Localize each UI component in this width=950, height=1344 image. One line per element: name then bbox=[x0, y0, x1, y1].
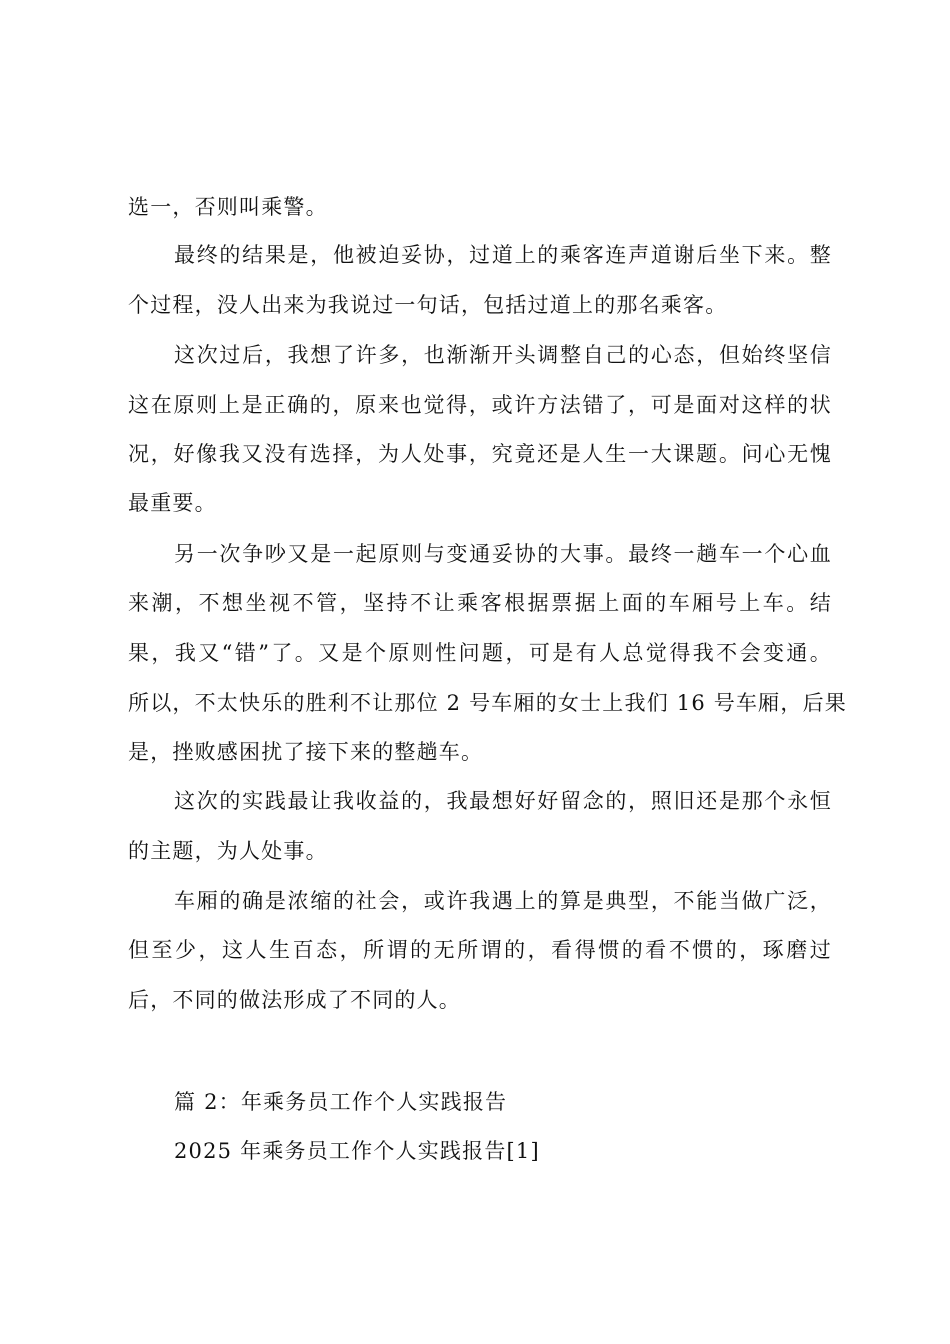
paragraph-line: 这在原则上是正确的，原来也觉得，或许方法错了，可是面对这样的状 bbox=[128, 393, 832, 417]
paragraph-line: 是，挫败感困扰了接下来的整趟车。 bbox=[128, 740, 484, 764]
paragraph-line: 的主题，为人处事。 bbox=[128, 839, 328, 863]
paragraph-line: 况，好像我又没有选择，为人处事，究竟还是人生一大课题。问心无愧 bbox=[128, 442, 832, 466]
paragraph-line: 来潮，不想坐视不管，坚持不让乘客根据票据上面的车厢号上车。结 bbox=[128, 591, 832, 615]
section-heading: 篇 2：年乘务员工作个人实践报告 bbox=[174, 1090, 508, 1114]
paragraph-line: 个过程，没人出来为我说过一句话，包括过道上的那名乘客。 bbox=[128, 293, 728, 317]
paragraph-line: 这次的实践最让我收益的，我最想好好留念的，照旧还是那个永恒 bbox=[174, 789, 832, 813]
paragraph-line: 车厢的确是浓缩的社会，或许我遇上的算是典型，不能当做广泛， bbox=[174, 889, 832, 913]
paragraph-line: 果，我又“错”了。又是个原则性问题，可是有人总觉得我不会变通。 bbox=[128, 641, 832, 665]
paragraph-line: 最终的结果是，他被迫妥协，过道上的乘客连声道谢后坐下来。整 bbox=[174, 243, 832, 267]
paragraph-line: 另一次争吵又是一起原则与变通妥协的大事。最终一趟车一个心血 bbox=[174, 542, 832, 566]
paragraph-line: 所以，不太快乐的胜利不让那位 2 号车厢的女士上我们 16 号车厢，后果 bbox=[128, 691, 847, 715]
section-subtitle: 2025 年乘务员工作个人实践报告[1] bbox=[174, 1139, 540, 1163]
paragraph-line: 选一，否则叫乘警。 bbox=[128, 195, 328, 219]
paragraph-line: 后，不同的做法形成了不同的人。 bbox=[128, 988, 461, 1012]
paragraph-line: 最重要。 bbox=[128, 491, 217, 515]
paragraph-line: 但至少，这人生百态，所谓的无所谓的，看得惯的看不惯的，琢磨过 bbox=[128, 938, 832, 962]
paragraph-line: 这次过后，我想了许多，也渐渐开头调整自己的心态，但始终坚信 bbox=[174, 343, 832, 367]
